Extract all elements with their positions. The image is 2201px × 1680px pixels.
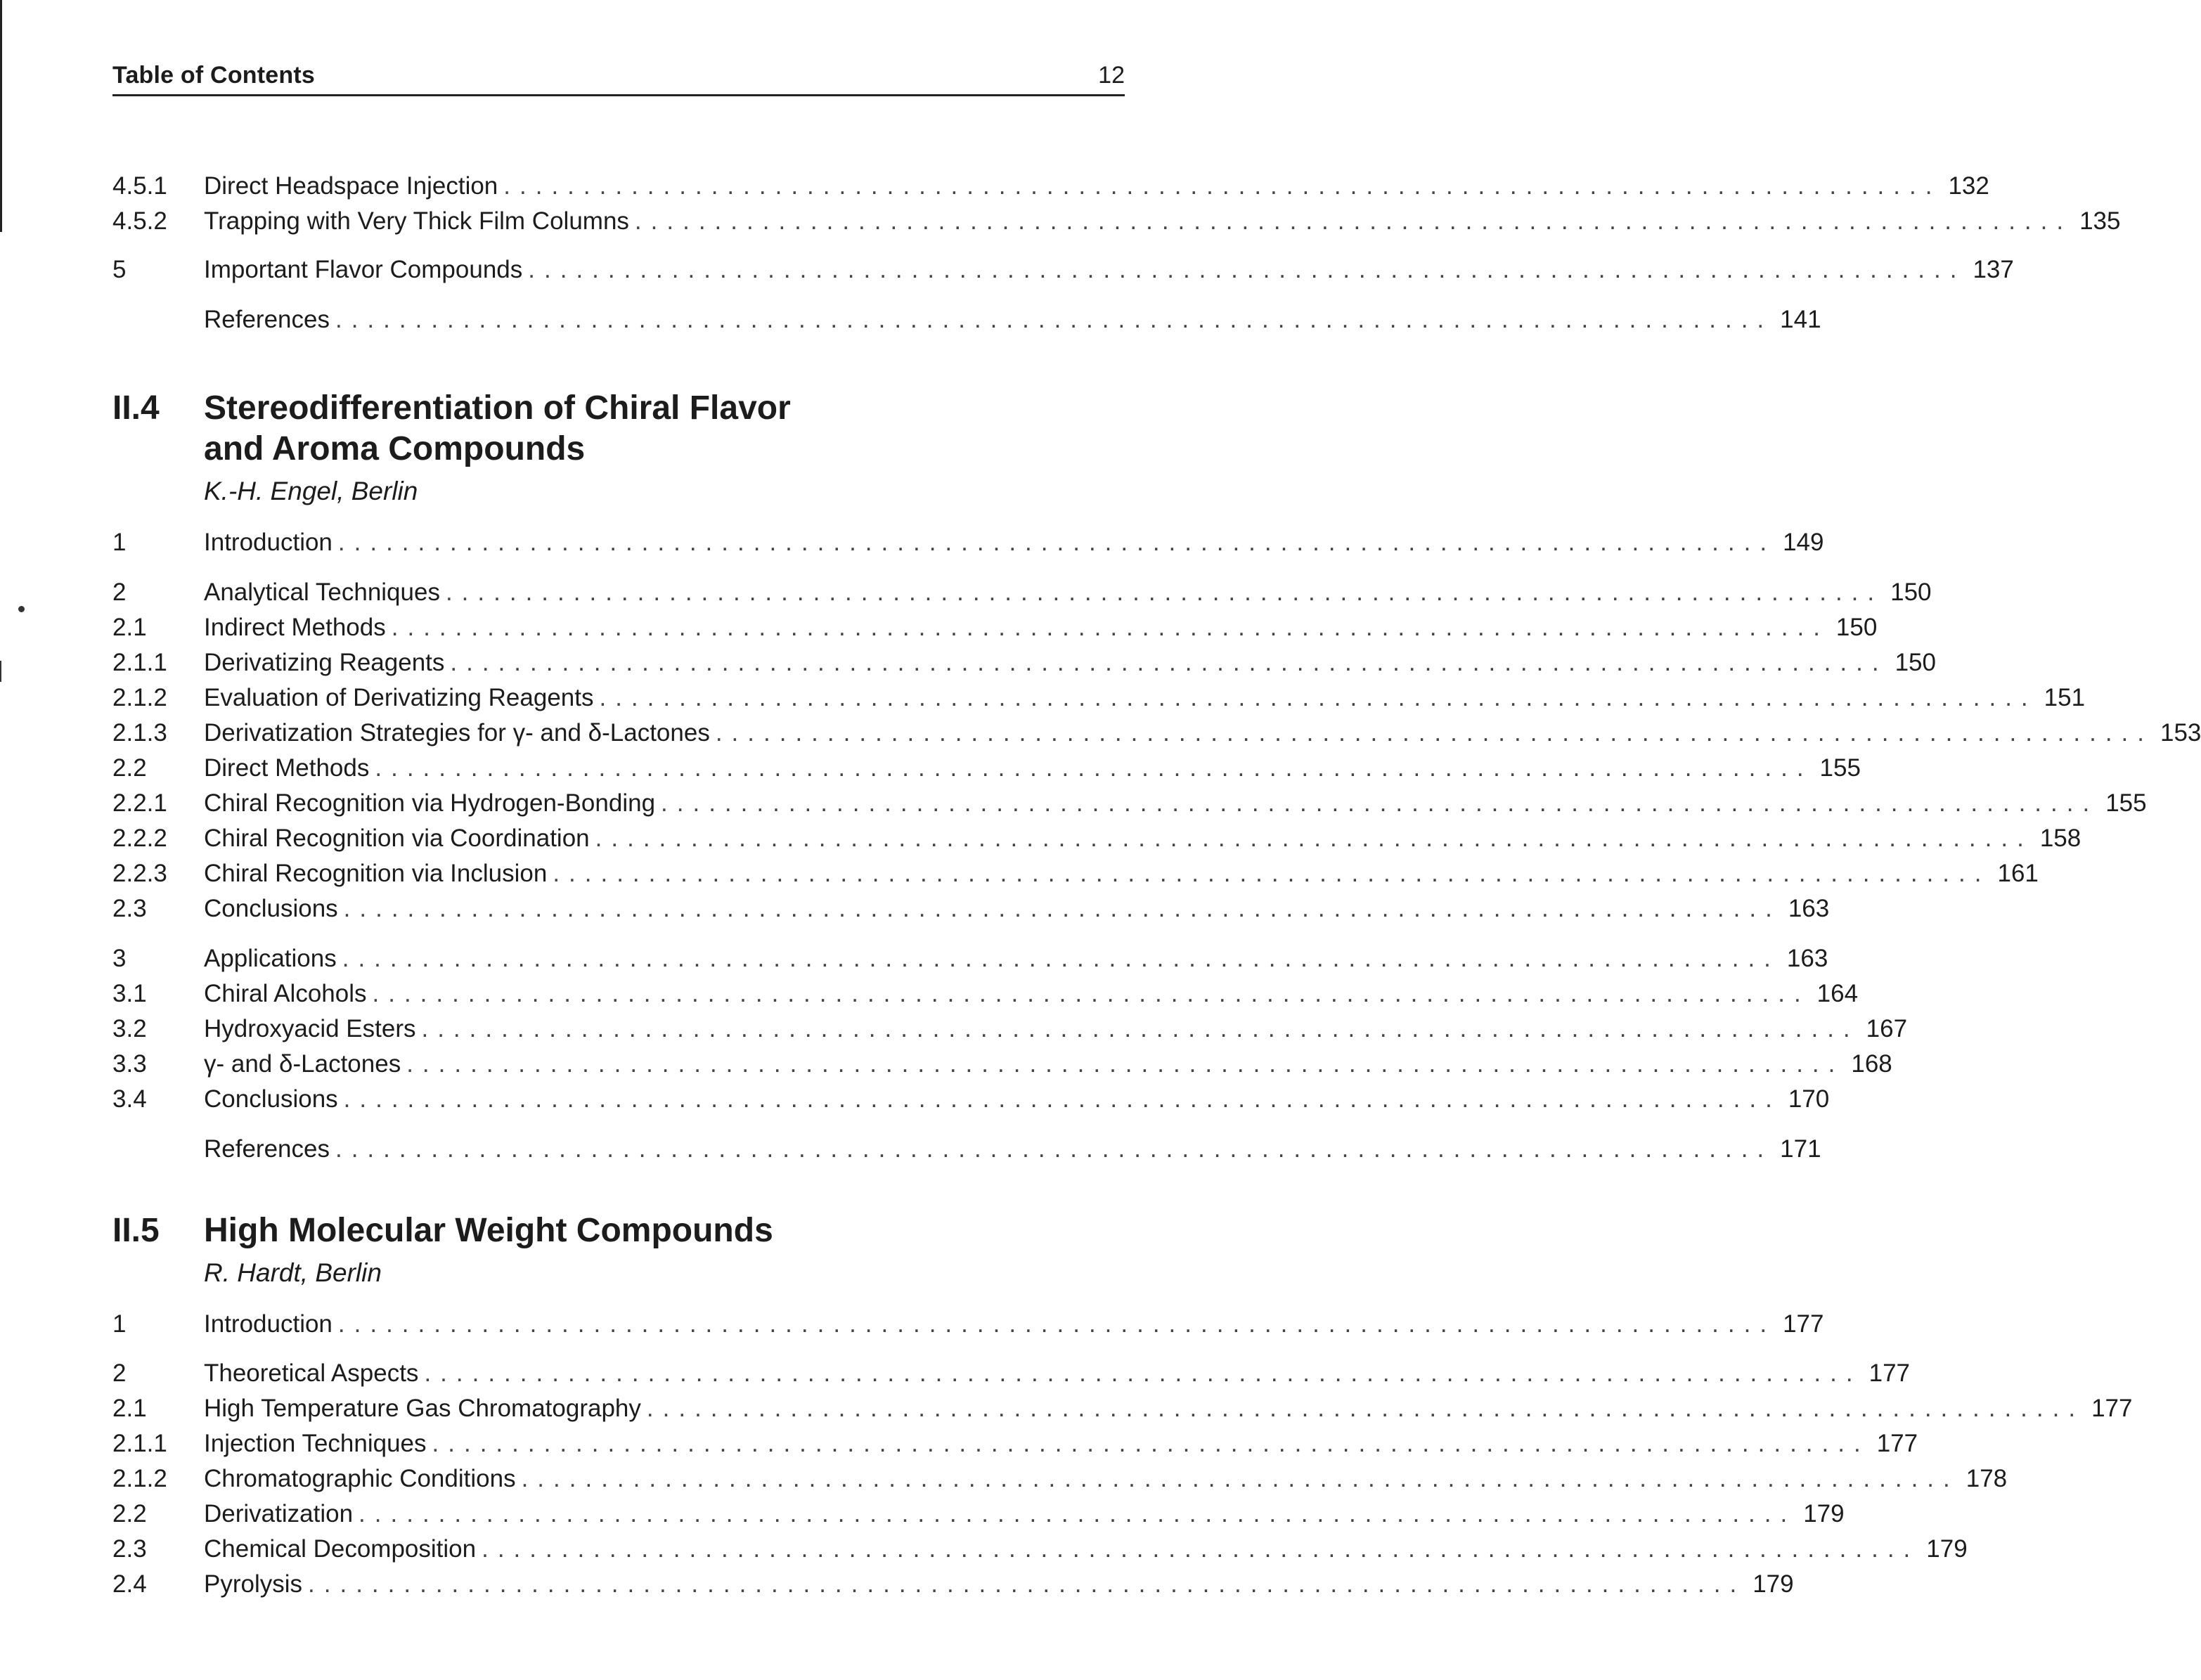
toc-page-number: 161 [1997, 860, 2039, 887]
toc-number: 2.1.2 [112, 684, 167, 711]
toc-title: Chiral Recognition via Hydrogen-Bonding [204, 789, 656, 817]
toc-number: 3.1 [112, 980, 147, 1007]
toc-row[interactable] [112, 1133, 1821, 1165]
leader-dots: .......................................................................................... [503, 172, 1942, 200]
leader-dots: .......................................................................................... [445, 579, 1884, 606]
toc-number: 2.1 [112, 614, 147, 641]
toc-title: γ- and δ-Lactones [204, 1050, 401, 1078]
toc-row[interactable] [112, 170, 1989, 202]
section-number: II.4 [112, 389, 160, 427]
toc-number: 2 [112, 579, 127, 606]
section-author: K.-H. Engel, Berlin [204, 477, 418, 505]
leader-dots: .......................................................................................... [391, 614, 1829, 641]
toc-number: 1 [112, 1310, 127, 1338]
leader-dots: .......................................................................................... [528, 256, 1966, 283]
section-title-line1: Stereodifferentiation of Chiral Flavor [204, 389, 791, 427]
toc-title: Important Flavor Compounds [204, 256, 523, 283]
toc-page-number: 178 [1966, 1465, 2008, 1492]
toc-row[interactable] [112, 1428, 1918, 1460]
leader-dots: .......................................................................................... [715, 719, 2153, 747]
toc-row[interactable] [112, 304, 1821, 336]
toc-number: 2.1.3 [112, 719, 167, 747]
leader-dots: .......................................................................................... [375, 754, 1813, 782]
toc-row[interactable] [112, 1568, 1794, 1601]
toc-row[interactable] [112, 254, 2014, 286]
toc-title: Chiral Recognition via Coordination [204, 825, 590, 852]
toc-page-number: 168 [1851, 1050, 1892, 1078]
leader-dots: .......................................................................................... [421, 1015, 1859, 1042]
toc-title: Introduction [204, 529, 333, 556]
toc-number: 2.4 [112, 1570, 147, 1598]
leader-dots: .......................................................................................... [646, 1395, 2085, 1422]
toc-title: Trapping with Very Thick Film Columns [204, 207, 629, 235]
toc-row[interactable] [112, 682, 2086, 714]
toc-title: Applications [204, 945, 337, 972]
toc-page-number: 177 [1876, 1430, 1918, 1457]
leader-dots: .......................................................................................... [521, 1465, 1959, 1492]
toc-row[interactable] [112, 978, 1859, 1010]
header-page-number: 12 [1098, 62, 1125, 89]
toc-title: Chromatographic Conditions [204, 1465, 516, 1492]
toc-title: Derivatization [204, 1500, 354, 1527]
leader-dots: .......................................................................................... [595, 825, 2033, 852]
toc-number: 2.2.1 [112, 789, 167, 817]
toc-page-number: 153 [2160, 719, 2201, 747]
toc-title: Analytical Techniques [204, 579, 440, 606]
toc-page-number: 163 [1788, 895, 1830, 922]
toc-page-number: 177 [2091, 1395, 2133, 1422]
section-title-line1: High Molecular Weight Compounds [204, 1212, 773, 1249]
toc-page-number: 171 [1780, 1135, 1821, 1163]
toc-title: Introduction [204, 1310, 333, 1338]
leader-dots: .......................................................................................... [661, 789, 2099, 817]
toc-row[interactable] [112, 752, 1861, 784]
toc-title: High Temperature Gas Chromatography [204, 1395, 641, 1422]
toc-number: 3.4 [112, 1085, 147, 1113]
toc-page-number: 158 [2039, 825, 2081, 852]
toc-page-number: 179 [1753, 1570, 1794, 1598]
toc-number: 2.1.1 [112, 649, 167, 676]
leader-dots: .......................................................................................... [432, 1430, 1870, 1457]
toc-number: 3.3 [112, 1050, 147, 1078]
leader-dots: .......................................................................................... [308, 1570, 1746, 1598]
toc-number: 2.3 [112, 1535, 147, 1563]
toc-row[interactable] [112, 1357, 1911, 1390]
toc-number: 2.1.2 [112, 1465, 167, 1492]
toc-row[interactable] [112, 526, 1824, 559]
toc-page-number: 150 [1895, 649, 1936, 676]
leader-dots: .......................................................................................... [342, 945, 1780, 972]
toc-page-number: 150 [1890, 579, 1932, 606]
toc-title: Hydroxyacid Esters [204, 1015, 416, 1042]
toc-title: Chiral Recognition via Inclusion [204, 860, 548, 887]
toc-page-number: 149 [1783, 529, 1824, 556]
toc-title: Derivatizing Reagents [204, 649, 445, 676]
toc-row[interactable] [112, 1533, 1968, 1565]
toc-page-number: 137 [1973, 256, 2014, 283]
toc-number: 2.2 [112, 754, 147, 782]
toc-page-number: 177 [1783, 1310, 1824, 1338]
scan-edge-line [0, 0, 2, 232]
toc-row[interactable] [112, 612, 1878, 644]
leader-dots: .......................................................................................... [343, 895, 1781, 922]
leader-dots: .......................................................................................... [599, 684, 2037, 711]
leader-dots: .......................................................................................... [337, 529, 1776, 556]
toc-page-number: 155 [2105, 789, 2147, 817]
toc-title: Derivatization Strategies for γ- and δ-Lactones [204, 719, 710, 747]
leader-dots: .......................................................................................... [372, 980, 1810, 1007]
toc-row[interactable] [112, 1013, 1908, 1045]
toc-page-number: 164 [1816, 980, 1859, 1007]
toc-page-number: 167 [1866, 1015, 1908, 1042]
leader-dots: .......................................................................................... [634, 207, 2073, 235]
toc-title: Direct Headspace Injection [204, 172, 498, 200]
toc-page-number: 155 [1819, 754, 1861, 782]
toc-title: Injection Techniques [204, 1430, 427, 1457]
toc-title: Theoretical Aspects [204, 1359, 419, 1387]
toc-page-number: 151 [2044, 684, 2086, 711]
toc-title: References [204, 1135, 330, 1163]
toc-page-number: 163 [1786, 945, 1828, 972]
toc-row[interactable] [112, 1308, 1824, 1340]
toc-row[interactable] [112, 787, 2147, 820]
toc-page-number: 150 [1835, 614, 1878, 641]
toc-title: Conclusions [204, 1085, 338, 1113]
scan-dot [18, 606, 25, 612]
toc-page-number: 179 [1803, 1500, 1845, 1527]
toc-row[interactable] [112, 822, 2081, 855]
toc-page-number: 179 [1926, 1535, 1968, 1563]
toc-title: Chemical Decomposition [204, 1535, 477, 1563]
toc-number: 2.1 [112, 1395, 147, 1422]
toc-page-number: 177 [1868, 1359, 1911, 1387]
toc-number: 4.5.1 [112, 172, 167, 200]
toc-row[interactable] [112, 1083, 1830, 1116]
leader-dots: .......................................................................................... [406, 1050, 1845, 1078]
section-number: II.5 [112, 1212, 160, 1249]
toc-row[interactable] [112, 858, 2039, 890]
toc-page-number: 135 [2079, 207, 2121, 235]
section-title-line2: and Aroma Compounds [204, 430, 586, 467]
leader-dots: .......................................................................................... [343, 1085, 1781, 1113]
toc-title: References [204, 306, 330, 333]
leader-dots: .......................................................................................... [337, 1310, 1776, 1338]
toc-number: 2 [112, 1359, 127, 1387]
toc-page-number: 141 [1780, 306, 1821, 333]
toc-row[interactable] [112, 1463, 2008, 1495]
toc-page-number: 132 [1948, 172, 1989, 200]
toc-row[interactable] [112, 647, 1936, 679]
toc-page-number: 170 [1788, 1085, 1830, 1113]
toc-title: Direct Methods [204, 754, 370, 782]
toc-number: 2.1.1 [112, 1430, 167, 1457]
toc-title: Evaluation of Derivatizing Reagents [204, 684, 594, 711]
leader-dots: .......................................................................................... [335, 1135, 1774, 1163]
leader-dots: .......................................................................................... [424, 1359, 1862, 1387]
toc-title: Pyrolysis [204, 1570, 303, 1598]
toc-row[interactable] [112, 943, 1828, 975]
leader-dots: .......................................................................................... [450, 649, 1888, 676]
toc-row[interactable] [112, 1048, 1892, 1080]
toc-number: 3.2 [112, 1015, 147, 1042]
toc-title: Conclusions [204, 895, 338, 922]
toc-number: 3 [112, 945, 127, 972]
toc-row[interactable] [112, 1393, 2133, 1425]
section-author: R. Hardt, Berlin [204, 1258, 382, 1287]
toc-number: 4.5.2 [112, 207, 167, 235]
toc-title: Indirect Methods [204, 614, 386, 641]
toc-row[interactable] [112, 576, 1932, 609]
leader-dots: .......................................................................................... [359, 1500, 1797, 1527]
toc-number: 5 [112, 256, 127, 283]
leader-dots: .......................................................................................... [553, 860, 1991, 887]
header-title: Table of Contents [112, 62, 315, 89]
toc-number: 1 [112, 529, 127, 556]
toc-row[interactable] [112, 1498, 1845, 1530]
toc-row[interactable] [112, 205, 2121, 238]
page-header [112, 59, 1125, 96]
leader-dots: .......................................................................................... [482, 1535, 1920, 1563]
toc-number: 2.3 [112, 895, 147, 922]
leader-dots: .......................................................................................... [335, 306, 1774, 333]
toc-title: Chiral Alcohols [204, 980, 367, 1007]
toc-row[interactable] [112, 893, 1830, 925]
toc-number: 2.2 [112, 1500, 147, 1527]
toc-row[interactable] [112, 717, 2201, 749]
scan-tick [0, 661, 1, 682]
toc-number: 2.2.2 [112, 825, 167, 852]
toc-number: 2.2.3 [112, 860, 167, 887]
